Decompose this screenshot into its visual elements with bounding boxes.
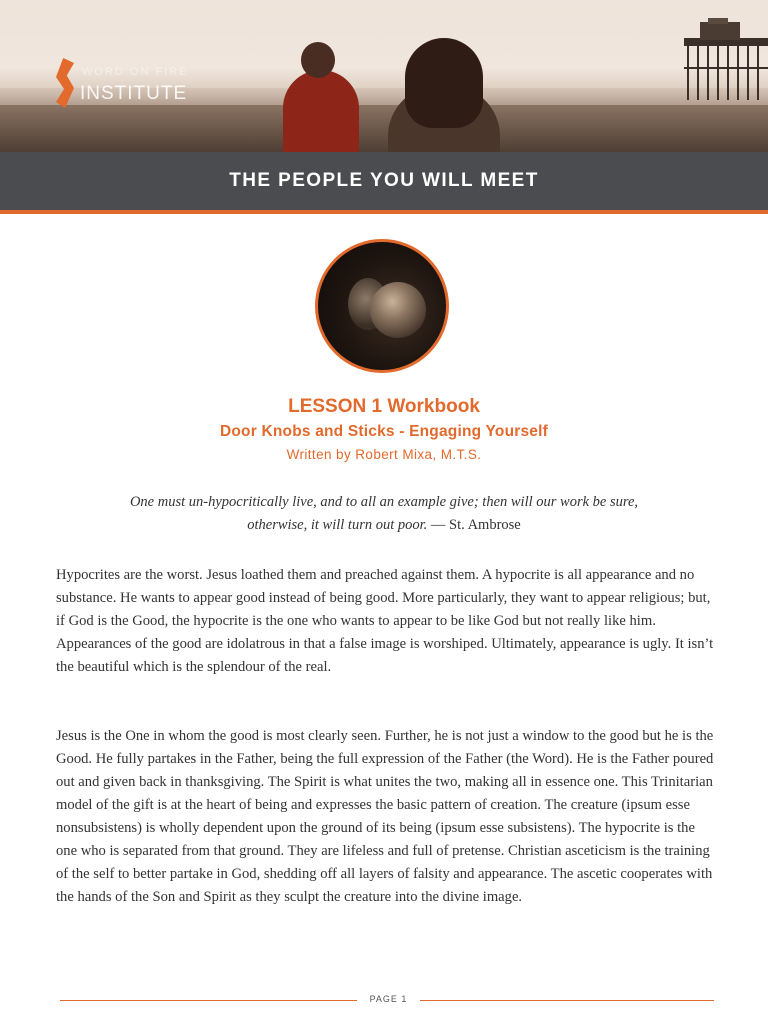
door-knob-image <box>315 239 449 373</box>
page-number: PAGE 1 <box>369 994 408 1004</box>
beach <box>0 105 768 152</box>
footer-divider-left <box>60 1000 357 1001</box>
quote-text: One must un-hypocritically live, and to all an example give; then will our work be sure, otherwise, it will turn out poor. <box>129 494 639 533</box>
logo-top-text: WORD ON FIRE <box>82 66 189 78</box>
body-paragraph-2: Jesus is the One in whom the good is most clearly seen. Further, he is not just a window to the good but he is the Good. He fully partakes in the Father, being the full expression of the Father (the Word). He is the Father poured out and given back in thanksgiving. The Spirit is what unites the two, making all in essence one. This Trinitarian model of the gift is at the heart of being and expresses the basic pattern of creation. The creature (ipsum esse nonsubsistens) is wholly dependent upon the ground of its being (ipsum esse subsistens). The hypocrite is the one who is separated from that ground. They are lifeless and full of pretense. Christian asceticism is the training of the self to better partake in God, shedding off all layers of falsity and appearance. The ascetic cooperates with the hands of the Son and Spirit as they sculpt the creature into the divine image. <box>56 728 714 905</box>
pier-icon <box>678 18 768 102</box>
title-band <box>0 152 768 214</box>
door-knob-icon <box>370 282 426 338</box>
lesson-subtitle: Door Knobs and Sticks - Engaging Yourself <box>220 423 548 440</box>
body-paragraph-1: Hypocrites are the worst. Jesus loathed them and preached against them. A hypocrite is all appearance and no substance. He wants to appear good instead of being good. More particularly, they want to appear religious; but, if God is the Good, the hypocrite is the one who wants to appear to be like God but not really like him. Appearances of the good are idolatrous in that a false image is worshiped. Ultimately, appearance is ugly. It isn’t the beautiful which is the splendour of the real. <box>56 567 714 675</box>
lesson-title: LESSON 1 Workbook <box>288 396 480 417</box>
header-photo <box>0 0 768 152</box>
epigraph-quote <box>100 491 668 537</box>
footer-divider-right <box>420 1000 714 1001</box>
person-right-hair <box>405 38 483 128</box>
author-line: Written by Robert Mixa, M.T.S. <box>286 447 482 462</box>
page-title: THE PEOPLE YOU WILL MEET <box>229 170 539 191</box>
person-left-head <box>301 42 335 78</box>
person-left <box>283 70 359 152</box>
logo-main-text: INSTITUTE <box>80 83 188 104</box>
quote-attribution: — St. Ambrose <box>427 517 521 533</box>
